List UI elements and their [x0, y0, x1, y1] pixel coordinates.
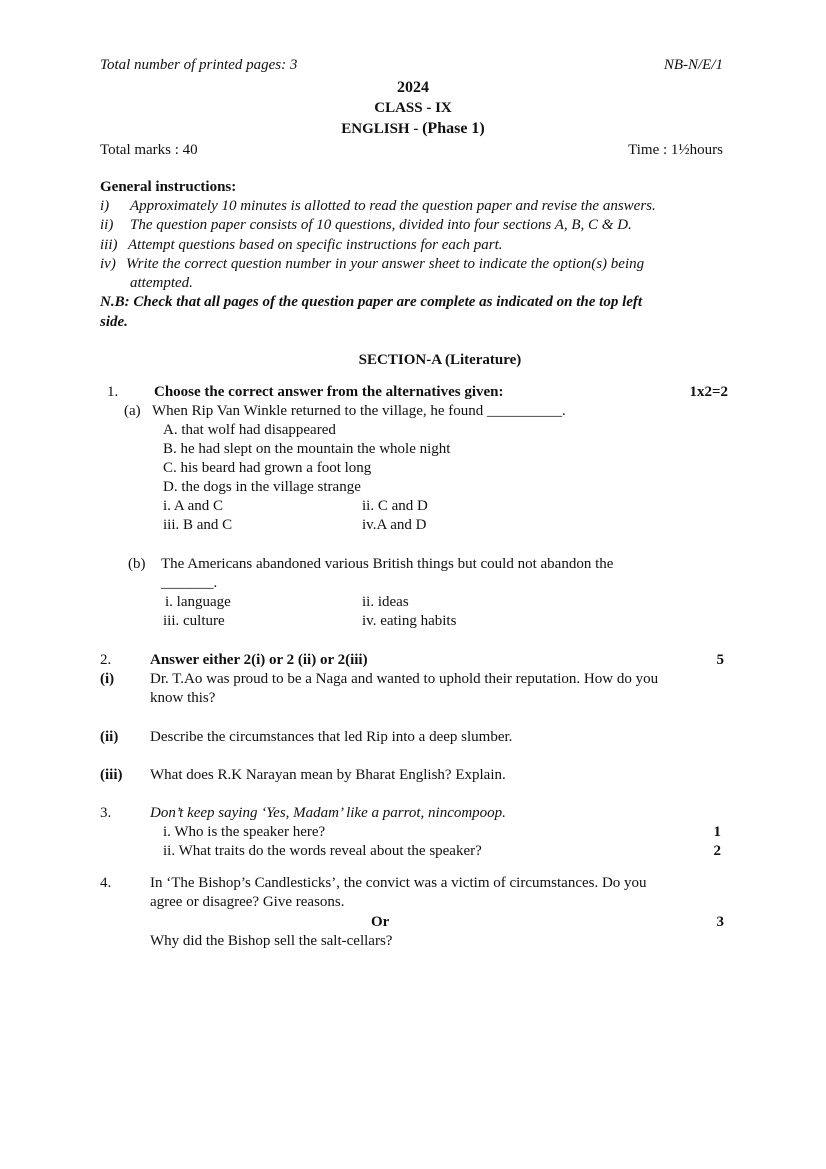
instruction-num: ii): [100, 217, 114, 233]
time-allowed: Time : 1½hours: [628, 142, 723, 158]
q1a-statement: A. that wolf had disappeared: [163, 422, 336, 438]
q4-marks: 3: [716, 914, 724, 930]
total-marks: Total marks : 40: [100, 142, 198, 158]
q4-or: Or: [371, 914, 390, 930]
instruction-text-continued: attempted.: [130, 275, 193, 291]
q3-sub-marks: 2: [713, 843, 721, 859]
instruction-text: The question paper consists of 10 questions, divided into four sections A, B, C & D.: [130, 217, 632, 233]
exam-year: 2024: [397, 79, 429, 96]
q1b-option: ii. ideas: [362, 594, 409, 610]
instruction-text: Attempt questions based on specific instructions for each part.: [128, 237, 503, 253]
q2-prompt: Answer either 2(i) or 2 (ii) or 2(iii): [150, 652, 368, 668]
q1a-label: (a): [124, 403, 141, 419]
q3-quote: Don’t keep saying ‘Yes, Madam’ like a parrot, nincompoop.: [150, 805, 506, 821]
q3-subquestion: ii. What traits do the words reveal about the speaker?: [163, 843, 482, 859]
q4-text-continued: agree or disagree? Give reasons.: [150, 894, 345, 910]
section-a-title: SECTION-A (Literature): [358, 352, 522, 368]
q4-text: In ‘The Bishop’s Candlesticks’, the convict was a victim of circumstances. Do you: [150, 875, 647, 891]
q1a-option: iii. B and C: [163, 517, 233, 533]
instruction-num: iii): [100, 237, 118, 253]
phase-label: (Phase 1): [422, 120, 485, 137]
q2-part-text: Describe the circumstances that led Rip into a deep slumber.: [150, 729, 513, 745]
q2-number: 2.: [100, 652, 112, 668]
q1b-text: The Americans abandoned various British things but could not abandon the: [161, 556, 614, 572]
q1b-text-continued: _______.: [161, 575, 218, 591]
q2-part-label: (i): [100, 671, 115, 687]
q1a-statement: D. the dogs in the village strange: [163, 479, 361, 495]
q1a-statement: C. his beard had grown a foot long: [163, 460, 372, 476]
q1b-option: iii. culture: [163, 613, 225, 629]
q2-part-text-continued: know this?: [150, 690, 216, 706]
q1a-statement: B. he had slept on the mountain the whole night: [163, 441, 451, 457]
q1a-option: i. A and C: [163, 498, 224, 514]
q1b-option: i. language: [165, 594, 231, 610]
printed-pages-note: Total number of printed pages: 3: [100, 57, 298, 73]
paper-code: NB-N/E/1: [663, 57, 723, 73]
q1b-label: (b): [128, 556, 146, 572]
q3-sub-marks: 1: [713, 824, 721, 840]
class-title: CLASS - IX: [374, 100, 452, 116]
subject-name: ENGLISH -: [341, 121, 419, 137]
nb-note: N.B: Check that all pages of the question paper are complete as indicated on the top left: [100, 294, 643, 310]
q1-marks: 1x2=2: [689, 384, 728, 400]
instructions-title: General instructions:: [100, 179, 237, 195]
q1b-option: iv. eating habits: [362, 613, 457, 629]
q1-number: 1.: [107, 384, 119, 400]
q2-part-text: Dr. T.Ao was proud to be a Naga and wanted to uphold their reputation. How do you: [150, 671, 659, 687]
q3-subquestion: i. Who is the speaker here?: [163, 824, 326, 840]
q3-number: 3.: [100, 805, 112, 821]
instruction-text: Write the correct question number in your answer sheet to indicate the option(s) being: [126, 256, 645, 272]
q1-prompt: Choose the correct answer from the alternatives given:: [154, 384, 504, 400]
q1a-text: When Rip Van Winkle returned to the village, he found __________.: [152, 403, 566, 419]
instruction-text: Approximately 10 minutes is allotted to read the question paper and revise the answers.: [130, 198, 656, 214]
q4-alternative: Why did the Bishop sell the salt-cellars?: [150, 933, 393, 949]
q2-part-label: (iii): [100, 767, 123, 783]
q2-marks: 5: [716, 652, 724, 668]
q2-part-text: What does R.K Narayan mean by Bharat English? Explain.: [150, 767, 506, 783]
subject-title: [0, 119, 826, 139]
q4-number: 4.: [100, 875, 112, 891]
q2-part-label: (ii): [100, 729, 119, 745]
q1a-option: iv.A and D: [362, 517, 427, 533]
instruction-num: iv): [100, 256, 116, 272]
instruction-num: i): [100, 198, 110, 214]
q1a-option: ii. C and D: [362, 498, 428, 514]
nb-note-continued: side.: [100, 314, 128, 330]
